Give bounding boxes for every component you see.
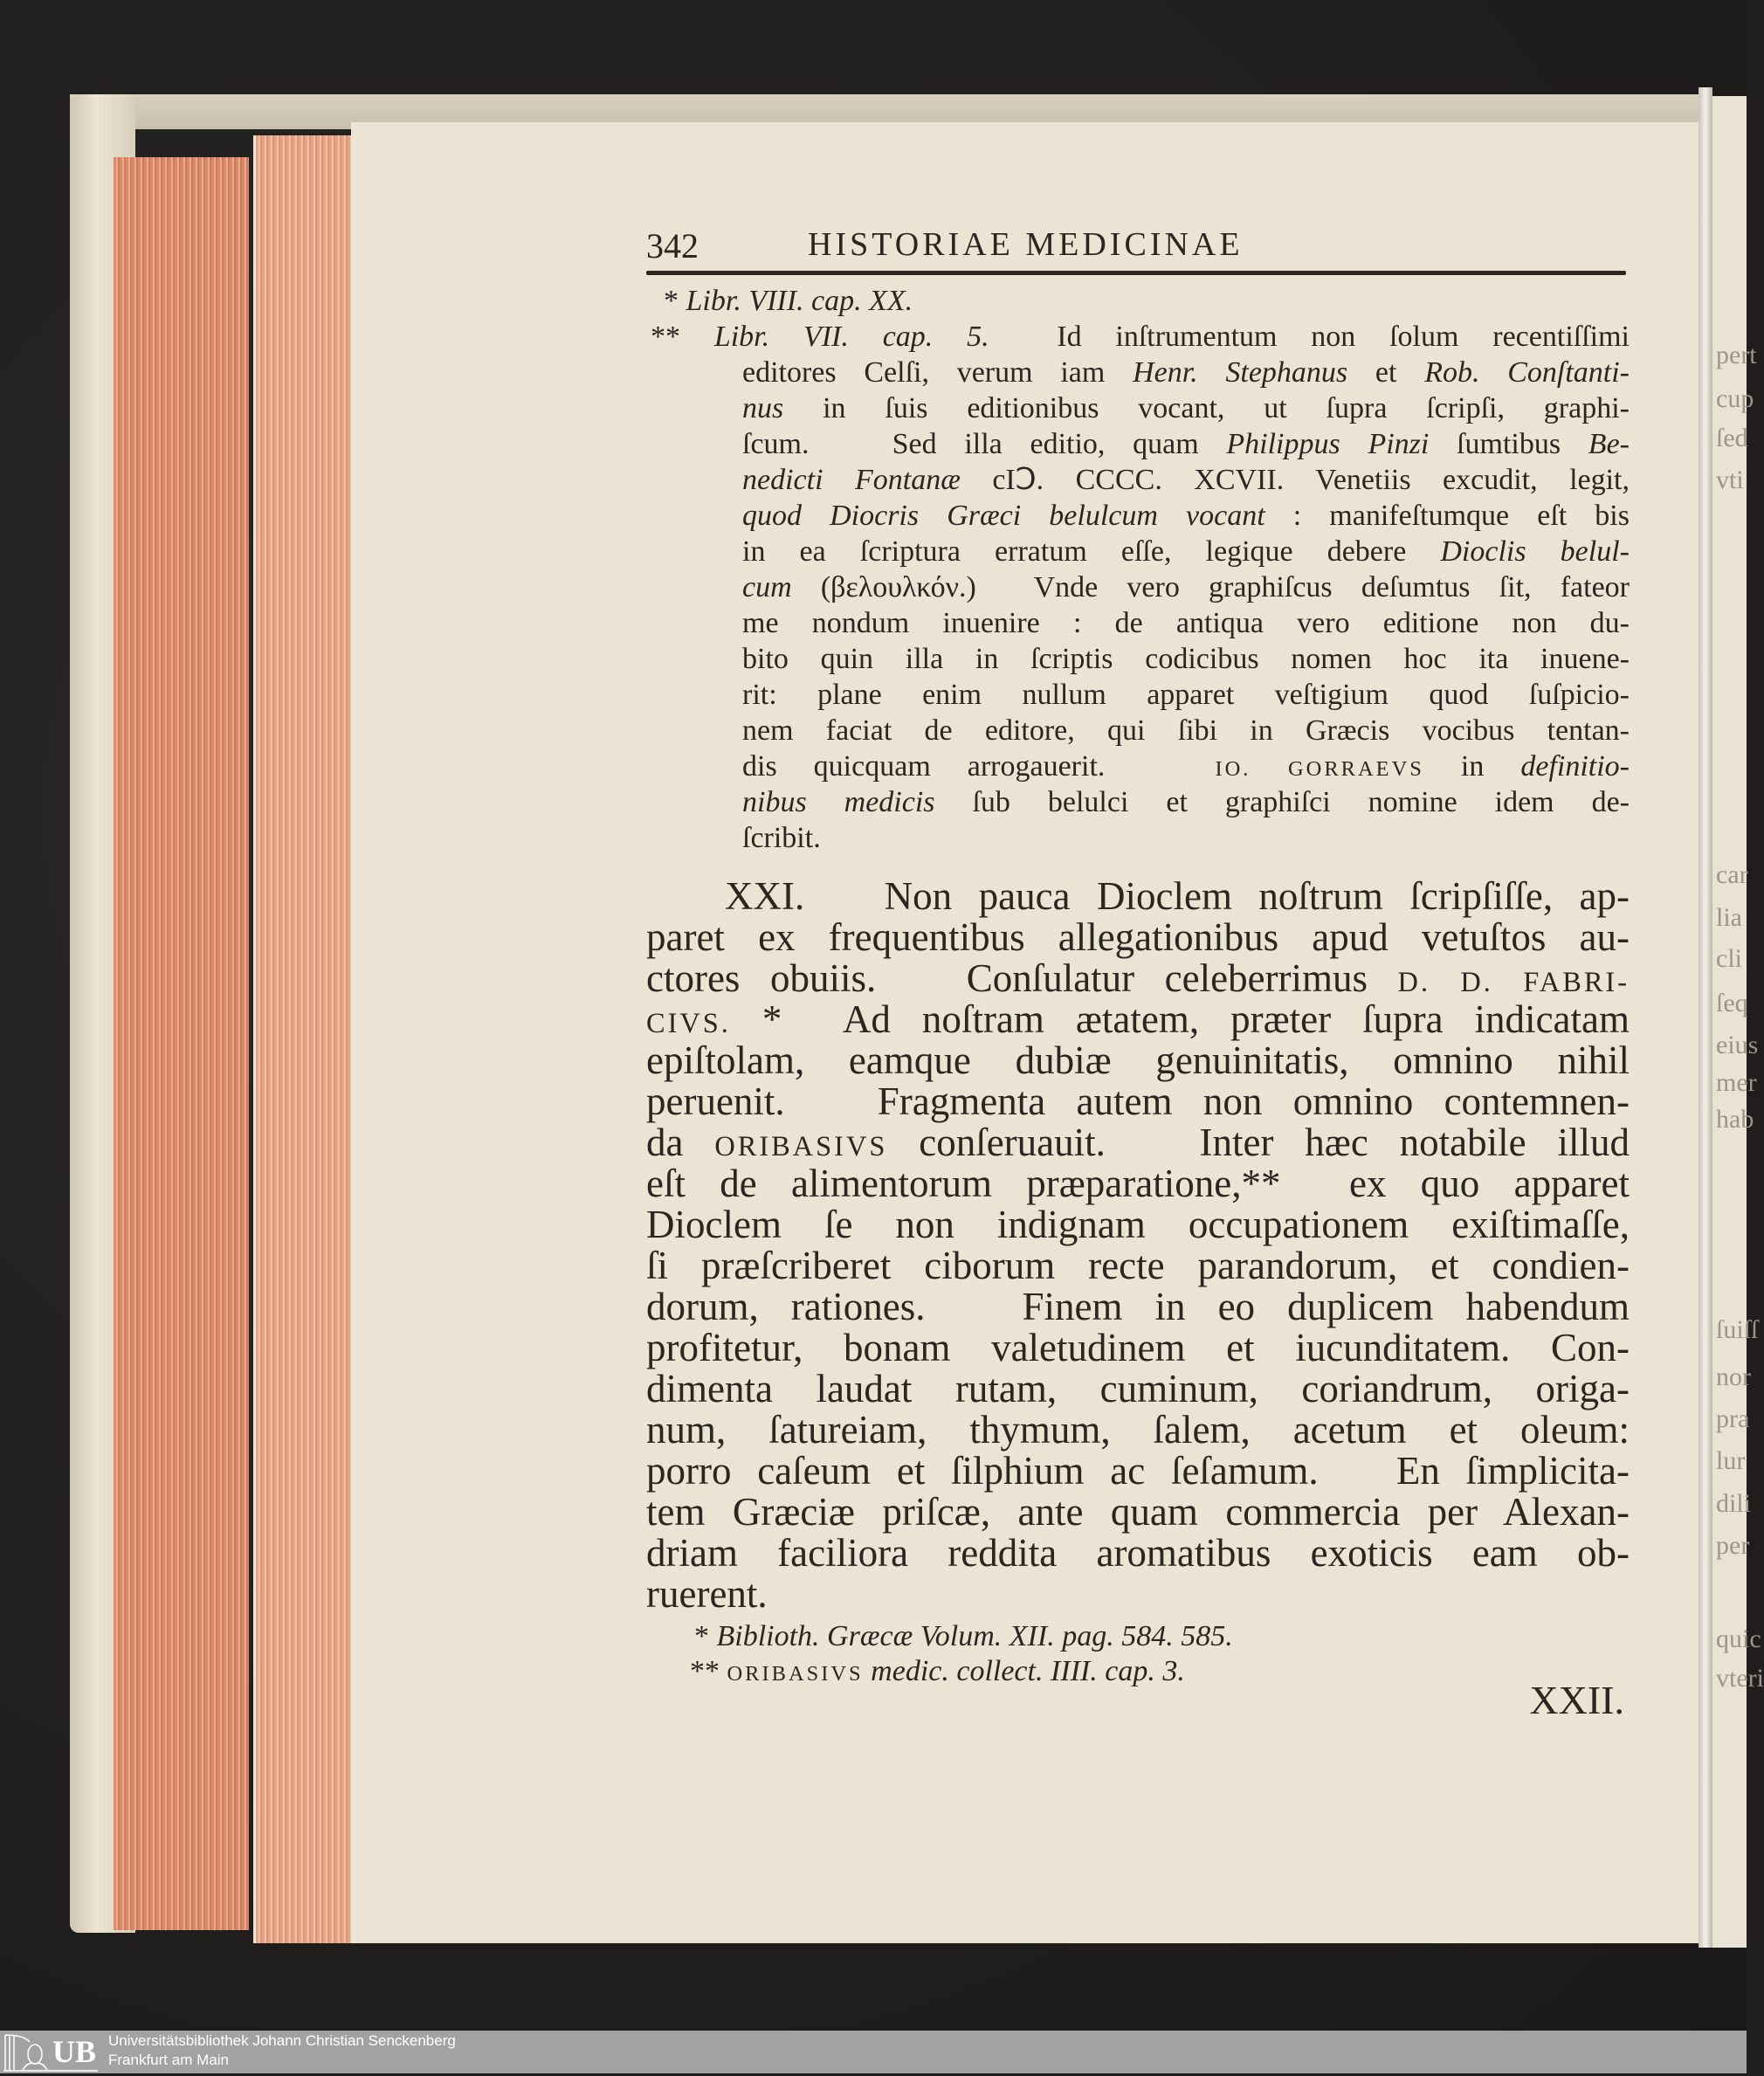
- footnote-line: [742, 390, 1630, 426]
- paragraph-line: [646, 1410, 1630, 1451]
- page-number: 342: [646, 226, 699, 266]
- red-page-edges-inner: [253, 135, 354, 1943]
- paragraph-line: [646, 1533, 1630, 1574]
- footnote-text-segment: nibus medicis: [742, 786, 935, 818]
- footnote-text-segment: bito quin illa in ſcriptis codicibus nomen hoc ita inuene-: [742, 643, 1630, 675]
- paragraph-text-segment: profitetur, bonam valetudinem et iucunditatem. Con-: [646, 1326, 1630, 1369]
- header-rule: [646, 271, 1626, 275]
- footnote-text-segment: et: [1347, 356, 1425, 389]
- paragraph-text-segment: peruenit. Fragmenta autem non omnino contemnen-: [646, 1079, 1630, 1123]
- paragraph-text-segment: conſeruauit. Inter hæc notabile illud: [887, 1121, 1630, 1164]
- paragraph-line: [646, 1122, 1630, 1163]
- footnote-text-segment: medic. collect. IIII. cap. 3.: [871, 1655, 1185, 1687]
- paragraph-text-segment: ſi præſcriberet ciborum recte parandorum, et condien-: [646, 1244, 1630, 1287]
- footnote-line: [742, 641, 1630, 677]
- paragraph-line: [646, 958, 1630, 999]
- footnote-text-segment: Rob. Conſtanti-: [1424, 356, 1630, 389]
- paragraph-line: [646, 1081, 1630, 1122]
- paragraph-line: [646, 1204, 1630, 1245]
- library-logo: [2, 2033, 98, 2072]
- paragraph-line: [725, 876, 1630, 917]
- facing-page-text-fragment: per: [1716, 1531, 1750, 1560]
- facing-page-text-fragment: ſuiſſ: [1716, 1315, 1759, 1344]
- paragraph-line: [646, 1245, 1630, 1286]
- footnote-text-segment: Biblioth. Græcæ Volum. XII. pag. 584. 585.: [716, 1620, 1233, 1652]
- footnote-text-segment: nedicti Fontanæ: [742, 464, 961, 496]
- footnote-line: [742, 426, 1630, 462]
- facing-page-text-fragment: nor: [1716, 1362, 1751, 1391]
- facing-page-text-fragment: quic: [1716, 1624, 1761, 1653]
- footnote-text-segment: in ea ſcriptura erratum eſſe, legique debere: [742, 535, 1441, 568]
- paragraph-text-segment: tem Græciæ priſcæ, ante quam commercia per Alexan-: [646, 1490, 1630, 1534]
- paragraph-text-segment: Dioclem ſe non indignam occupationem exiſtimaſſe,: [646, 1203, 1630, 1246]
- footnote-text-segment: Henr. Stephanus: [1133, 356, 1348, 389]
- paragraph-text-segment: ORIBASIVS: [714, 1131, 888, 1162]
- paragraph-text-segment: epiſtolam, eamque dubiæ genuinitatis, omnino nihil: [646, 1038, 1630, 1082]
- logo-ub-text: UB: [52, 2034, 97, 2069]
- facing-page-text-fragment: pert: [1716, 341, 1757, 369]
- footnote-text-segment: [864, 1655, 872, 1687]
- footnote-text-segment: definitio-: [1520, 750, 1630, 783]
- facing-page-text-fragment: pra: [1716, 1404, 1750, 1433]
- footnote-text-segment: **: [651, 321, 714, 353]
- facing-page-text-fragment: hab: [1716, 1105, 1754, 1134]
- footer-city: Frankfurt am Main: [108, 2052, 229, 2068]
- footnote-text-segment: nus: [742, 392, 784, 424]
- footnote-line: [742, 784, 1630, 820]
- paragraph-text-segment: CIVS.: [646, 1008, 731, 1039]
- paragraph-text-segment: num, ſatureiam, thymum, ſalem, acetum et oleum:: [646, 1408, 1630, 1452]
- paragraph-line: [646, 1328, 1630, 1369]
- footnote-line: [694, 1618, 1233, 1654]
- facing-page-text-fragment: ſeq: [1716, 989, 1748, 1017]
- facing-page-text-fragment: lur: [1716, 1446, 1746, 1475]
- facing-page-text-fragment: mer: [1716, 1068, 1757, 1097]
- red-page-edges-outer: [114, 157, 249, 1930]
- facing-page-text-fragment: ſed: [1716, 424, 1748, 452]
- footnote-text-segment: (βελουλκόν.) Vnde vero graphiſcus deſumtus ſit, fateor: [791, 571, 1630, 603]
- footnote-line: [742, 677, 1630, 713]
- facing-page-text-fragment: cli: [1716, 944, 1742, 973]
- footnote-text-segment: Dioclis belul-: [1440, 535, 1630, 568]
- catchword: XXII.: [1529, 1678, 1624, 1722]
- footnote-text-segment: ſcum. Sed illa editio, quam: [742, 428, 1227, 460]
- footnote-text-segment: quod Diocris Græci belulcum vocant: [742, 500, 1265, 532]
- paragraph-text-segment: da: [646, 1121, 715, 1164]
- facing-page-text-fragment: cup: [1716, 384, 1754, 413]
- paragraph-line: [646, 1286, 1630, 1328]
- facing-page-text-fragment: eius: [1716, 1031, 1759, 1059]
- paragraph-text-segment: D. D. FABRI-: [1397, 967, 1630, 998]
- footnote-text-segment: Libr. VIII. cap. XX.: [686, 285, 913, 317]
- glass-plate-edge: [1699, 87, 1712, 1948]
- paragraph-text-segment: eſt de alimentorum præparatione,** ex quo apparet: [646, 1162, 1630, 1205]
- footer-institution: Universitätsbibliothek Johann Christian Senckenberg: [108, 2032, 456, 2049]
- footnote-line: [742, 820, 1630, 856]
- facing-page-text-fragment: vteri: [1716, 1664, 1764, 1693]
- facing-page-text-fragment: vti: [1716, 466, 1744, 494]
- paragraph-line: [646, 999, 1630, 1040]
- paragraph-text-segment: ruerent.: [646, 1572, 768, 1616]
- library-footer-bar: [0, 2031, 1747, 2073]
- footnote-text-segment: : manifeſtumque eſt bis: [1264, 500, 1630, 532]
- footnote-text-segment: in: [1423, 750, 1521, 783]
- footnote-line: [664, 283, 1630, 319]
- footnote-text-segment: ſumtibus: [1429, 428, 1588, 460]
- paragraph-line: [646, 917, 1630, 958]
- paragraph-text-segment: dimenta laudat rutam, cuminum, coriandrum, origa-: [646, 1367, 1630, 1410]
- footnote-line: [742, 569, 1630, 605]
- footnote-line: [742, 462, 1630, 498]
- running-title: HISTORIAE MEDICINAE: [808, 226, 1244, 263]
- facing-page-sliver: [1712, 96, 1764, 1948]
- footnote-line: [690, 1653, 1185, 1689]
- facing-page-text-fragment: car: [1716, 860, 1748, 889]
- footnote-text-segment: nem faciat de editore, qui ſibi in Græcis vocibus tentan-: [742, 714, 1630, 747]
- footnote-text-segment: Id inſtrumentum non ſolum recentiſſimi: [989, 321, 1630, 353]
- footnote-text-segment: rit: plane enim nullum apparet veſtigium quod ſuſpicio-: [742, 679, 1630, 711]
- footnote-line: [742, 534, 1630, 569]
- footnote-text-segment: ORIBASIVS: [727, 1662, 864, 1686]
- paragraph-line: [646, 1163, 1630, 1204]
- footnote-text-segment: editores Celſi, verum iam: [742, 356, 1134, 389]
- paragraph-text-segment: porro caſeum et ſilphium ac ſeſamum. En ſimplicita-: [646, 1449, 1630, 1493]
- footnote-line: [651, 319, 1630, 355]
- goethe-portrait-icon: [2, 2033, 51, 2072]
- footnote-text-segment: Libr. VII. cap. 5.: [713, 321, 989, 353]
- paragraph-text-segment: dorum, rationes. Finem in eo duplicem habendum: [646, 1285, 1630, 1328]
- paragraph-line: [646, 1574, 1630, 1615]
- paragraph-line: [646, 1492, 1630, 1533]
- footnote-text-segment: dis quicquam arrogauerit.: [742, 750, 1216, 783]
- footnote-text-segment: in ſuis editionibus vocant, ut ſupra ſcripſi, graphi-: [783, 392, 1630, 424]
- paragraph-text-segment: driam faciliora reddita aromatibus exoticis eam ob-: [646, 1531, 1630, 1575]
- footnote-line: [742, 748, 1630, 784]
- footnote-text-segment: cIↃ. CCCC. XCVII. Venetiis excudit, legit,: [960, 464, 1630, 496]
- paragraph-line: [646, 1369, 1630, 1410]
- footnote-text-segment: Be-: [1588, 428, 1630, 460]
- facing-page-text-fragment: dili: [1716, 1489, 1752, 1518]
- paragraph-text-segment: ctores obuiis. Conſulatur celeberrimus: [646, 956, 1398, 1000]
- footnote-line: [742, 355, 1630, 390]
- footnote-line: [742, 713, 1630, 748]
- footnote-text-segment: **: [690, 1655, 727, 1687]
- facing-page-text-fragment: lia: [1716, 903, 1742, 932]
- paragraph-text-segment: XXI. Non pauca Dioclem noſtrum ſcripſiſſe, ap-: [725, 874, 1630, 918]
- footnote-text-segment: me nondum inuenire : de antiqua vero editione non du-: [742, 607, 1630, 639]
- footnote-text-segment: *: [694, 1620, 717, 1652]
- paragraph-text-segment: paret ex frequentibus allegationibus apud vetuſtos au-: [646, 915, 1630, 959]
- footnote-line: [742, 605, 1630, 641]
- footnote-text-segment: ſub belulci et graphiſci nomine idem de-: [934, 786, 1630, 818]
- footnote-text-segment: ſcribit.: [742, 822, 821, 854]
- paragraph-line: [646, 1040, 1630, 1081]
- footnote-text-segment: IO. GORRAEVS: [1215, 757, 1424, 781]
- footnote-text-segment: *: [664, 285, 686, 317]
- paragraph-line: [646, 1451, 1630, 1492]
- footnote-text-segment: Philippus Pinzi: [1226, 428, 1430, 460]
- footnote-line: [742, 498, 1630, 534]
- footnote-text-segment: cum: [742, 571, 792, 603]
- paragraph-text-segment: * Ad noſtram ætatem, præter ſupra indicatam: [730, 997, 1630, 1041]
